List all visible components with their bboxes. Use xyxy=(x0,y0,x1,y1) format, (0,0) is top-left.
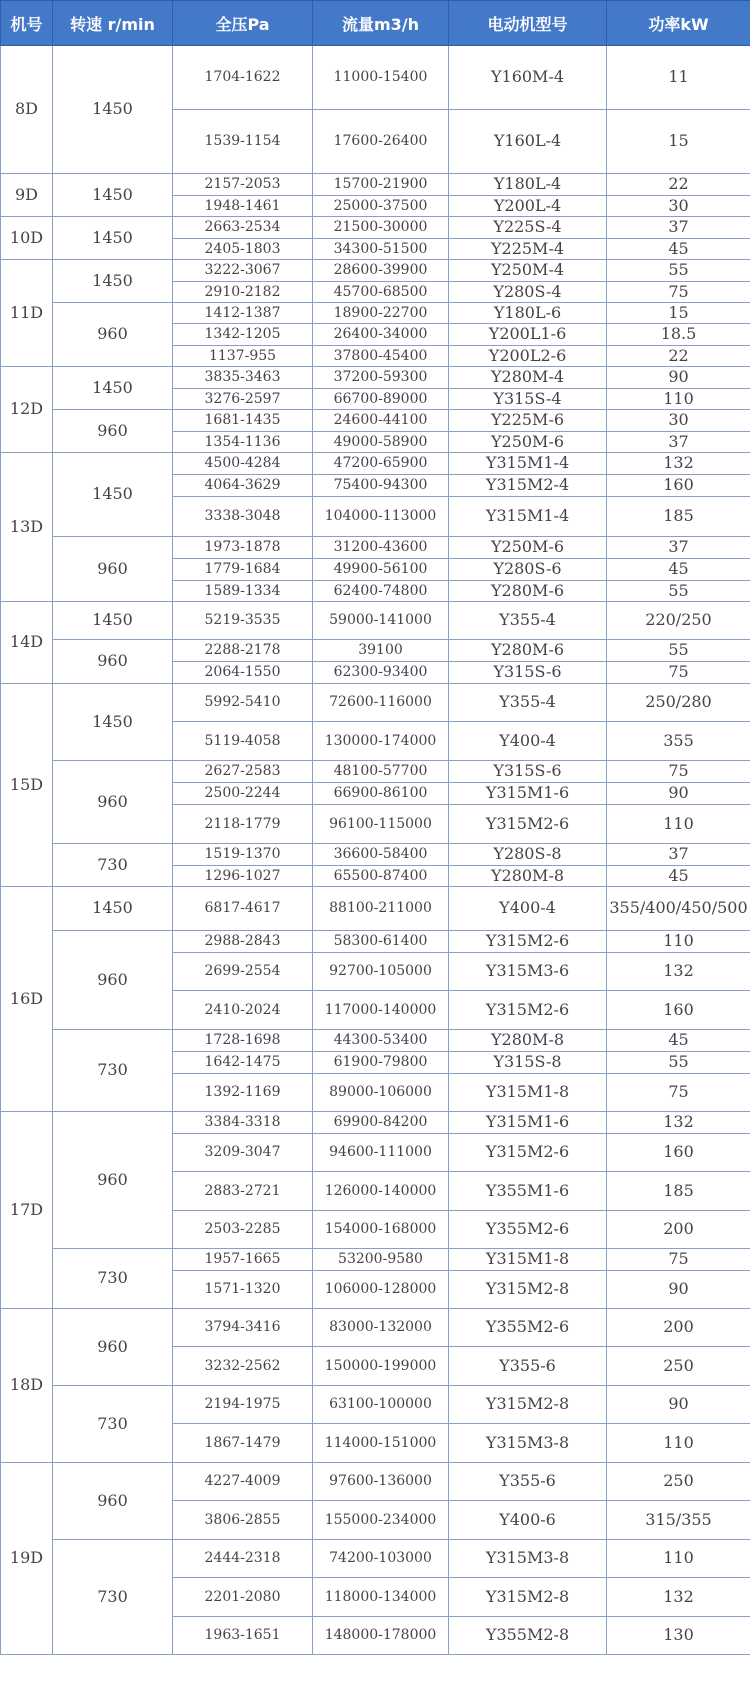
motor-cell: Y200L2-6 xyxy=(449,346,607,367)
power-cell: 15 xyxy=(607,303,750,324)
flow-cell: 104000-113000 xyxy=(313,497,449,537)
power-cell: 55 xyxy=(607,260,750,282)
motor-cell: Y400-4 xyxy=(449,887,607,931)
motor-cell: Y400-6 xyxy=(449,1501,607,1540)
col-header-speed: 转速 r/min xyxy=(53,1,173,46)
flow-cell: 72600-116000 xyxy=(313,684,449,722)
flow-cell: 53200-9580 xyxy=(313,1249,449,1271)
pressure-cell: 2118-1779 xyxy=(173,805,313,844)
motor-cell: Y180L-6 xyxy=(449,303,607,324)
motor-cell: Y225M-6 xyxy=(449,410,607,432)
pressure-cell: 2064-1550 xyxy=(173,662,313,684)
table-row xyxy=(1,761,750,783)
motor-cell: Y315S-4 xyxy=(449,389,607,410)
motor-cell: Y250M-4 xyxy=(449,260,607,282)
flow-cell: 148000-178000 xyxy=(313,1617,449,1655)
table-row xyxy=(1,1386,750,1424)
flow-cell: 150000-199000 xyxy=(313,1347,449,1386)
pressure-cell: 1957-1665 xyxy=(173,1249,313,1271)
pressure-cell: 2405-1803 xyxy=(173,239,313,260)
model-cell: 8D xyxy=(1,46,53,174)
flow-cell: 117000-140000 xyxy=(313,991,449,1030)
pressure-cell: 1412-1387 xyxy=(173,303,313,324)
flow-cell: 49900-56100 xyxy=(313,559,449,581)
pressure-cell: 1963-1651 xyxy=(173,1617,313,1655)
motor-cell: Y315M1-4 xyxy=(449,453,607,475)
power-cell: 200 xyxy=(607,1211,750,1249)
motor-cell: Y280M-4 xyxy=(449,367,607,389)
flow-cell: 49000-58900 xyxy=(313,432,449,453)
motor-cell: Y225S-4 xyxy=(449,217,607,239)
flow-cell: 58300-61400 xyxy=(313,931,449,953)
motor-cell: Y280S-6 xyxy=(449,559,607,581)
flow-cell: 31200-43600 xyxy=(313,537,449,559)
power-cell: 75 xyxy=(607,282,750,303)
motor-cell: Y315M2-6 xyxy=(449,931,607,953)
power-cell: 22 xyxy=(607,174,750,196)
speed-cell: 960 xyxy=(53,931,173,1030)
power-cell: 90 xyxy=(607,1271,750,1309)
pressure-cell: 1642-1475 xyxy=(173,1052,313,1074)
power-cell: 55 xyxy=(607,640,750,662)
flow-cell: 97600-136000 xyxy=(313,1463,449,1501)
table-row xyxy=(1,453,750,475)
speed-cell: 730 xyxy=(53,1386,173,1463)
flow-cell: 106000-128000 xyxy=(313,1271,449,1309)
pressure-cell: 1973-1878 xyxy=(173,537,313,559)
power-cell: 37 xyxy=(607,537,750,559)
motor-cell: Y200L-4 xyxy=(449,196,607,217)
power-cell: 160 xyxy=(607,1134,750,1172)
speed-cell: 1450 xyxy=(53,367,173,410)
speed-cell: 1450 xyxy=(53,46,173,174)
flow-cell: 66700-89000 xyxy=(313,389,449,410)
motor-cell: Y180L-4 xyxy=(449,174,607,196)
motor-cell: Y315S-6 xyxy=(449,662,607,684)
motor-cell: Y280S-4 xyxy=(449,282,607,303)
motor-cell: Y280M-8 xyxy=(449,1030,607,1052)
model-cell: 11D xyxy=(1,260,53,367)
pressure-cell: 1589-1334 xyxy=(173,581,313,602)
speed-cell: 960 xyxy=(53,1112,173,1249)
pressure-cell: 2500-2244 xyxy=(173,783,313,805)
pressure-cell: 1519-1370 xyxy=(173,844,313,866)
power-cell: 355 xyxy=(607,722,750,761)
motor-cell: Y225M-4 xyxy=(449,239,607,260)
flow-cell: 66900-86100 xyxy=(313,783,449,805)
pressure-cell: 3276-2597 xyxy=(173,389,313,410)
pressure-cell: 5992-5410 xyxy=(173,684,313,722)
pressure-cell: 1392-1169 xyxy=(173,1074,313,1112)
flow-cell: 126000-140000 xyxy=(313,1172,449,1211)
power-cell: 11 xyxy=(607,46,750,110)
motor-cell: Y160L-4 xyxy=(449,110,607,174)
motor-cell: Y355M2-6 xyxy=(449,1211,607,1249)
power-cell: 37 xyxy=(607,217,750,239)
model-cell: 14D xyxy=(1,602,53,684)
flow-cell: 154000-168000 xyxy=(313,1211,449,1249)
speed-cell: 960 xyxy=(53,410,173,453)
table-row xyxy=(1,602,750,640)
speed-cell: 960 xyxy=(53,640,173,684)
power-cell: 355/400/450/500 xyxy=(607,887,750,931)
pressure-cell: 2699-2554 xyxy=(173,953,313,991)
power-cell: 15 xyxy=(607,110,750,174)
table-row xyxy=(1,367,750,389)
flow-cell: 59000-141000 xyxy=(313,602,449,640)
table-row xyxy=(1,640,750,662)
motor-cell: Y315M2-8 xyxy=(449,1578,607,1617)
pressure-cell: 2910-2182 xyxy=(173,282,313,303)
flow-cell: 44300-53400 xyxy=(313,1030,449,1052)
motor-cell: Y400-4 xyxy=(449,722,607,761)
table-row xyxy=(1,303,750,324)
flow-cell: 11000-15400 xyxy=(313,46,449,110)
flow-cell: 114000-151000 xyxy=(313,1424,449,1463)
motor-cell: Y315M2-8 xyxy=(449,1386,607,1424)
flow-cell: 155000-234000 xyxy=(313,1501,449,1540)
speed-cell: 730 xyxy=(53,1540,173,1655)
flow-cell: 47200-65900 xyxy=(313,453,449,475)
motor-cell: Y355M2-8 xyxy=(449,1617,607,1655)
power-cell: 37 xyxy=(607,432,750,453)
flow-cell: 74200-103000 xyxy=(313,1540,449,1578)
pressure-cell: 1539-1154 xyxy=(173,110,313,174)
power-cell: 55 xyxy=(607,1052,750,1074)
motor-cell: Y315M2-4 xyxy=(449,475,607,497)
pressure-cell: 2988-2843 xyxy=(173,931,313,953)
power-cell: 90 xyxy=(607,1386,750,1424)
flow-cell: 25000-37500 xyxy=(313,196,449,217)
motor-cell: Y315M3-6 xyxy=(449,953,607,991)
flow-cell: 15700-21900 xyxy=(313,174,449,196)
speed-cell: 1450 xyxy=(53,602,173,640)
motor-cell: Y315M2-6 xyxy=(449,805,607,844)
pressure-cell: 1681-1435 xyxy=(173,410,313,432)
power-cell: 22 xyxy=(607,346,750,367)
flow-cell: 69900-84200 xyxy=(313,1112,449,1134)
flow-cell: 65500-87400 xyxy=(313,866,449,887)
table-body xyxy=(1,46,750,1655)
pressure-cell: 2194-1975 xyxy=(173,1386,313,1424)
pressure-cell: 5219-3535 xyxy=(173,602,313,640)
pressure-cell: 1728-1698 xyxy=(173,1030,313,1052)
pressure-cell: 2444-2318 xyxy=(173,1540,313,1578)
power-cell: 75 xyxy=(607,761,750,783)
pressure-cell: 4064-3629 xyxy=(173,475,313,497)
power-cell: 110 xyxy=(607,805,750,844)
pressure-cell: 2288-2178 xyxy=(173,640,313,662)
flow-cell: 36600-58400 xyxy=(313,844,449,866)
power-cell: 160 xyxy=(607,475,750,497)
speed-cell: 960 xyxy=(53,1463,173,1540)
motor-cell: Y315M1-8 xyxy=(449,1249,607,1271)
model-cell: 12D xyxy=(1,367,53,453)
power-cell: 90 xyxy=(607,783,750,805)
motor-cell: Y315M1-8 xyxy=(449,1074,607,1112)
flow-cell: 62300-93400 xyxy=(313,662,449,684)
speed-cell: 1450 xyxy=(53,260,173,303)
pressure-cell: 2627-2583 xyxy=(173,761,313,783)
pressure-cell: 3794-3416 xyxy=(173,1309,313,1347)
pressure-cell: 3209-3047 xyxy=(173,1134,313,1172)
motor-cell: Y250M-6 xyxy=(449,537,607,559)
col-header-power: 功率kW xyxy=(607,1,750,46)
power-cell: 132 xyxy=(607,1112,750,1134)
power-cell: 30 xyxy=(607,196,750,217)
flow-cell: 17600-26400 xyxy=(313,110,449,174)
power-cell: 18.5 xyxy=(607,324,750,346)
power-cell: 75 xyxy=(607,662,750,684)
pressure-cell: 2410-2024 xyxy=(173,991,313,1030)
speed-cell: 730 xyxy=(53,1249,173,1309)
speed-cell: 1450 xyxy=(53,887,173,931)
motor-cell: Y250M-6 xyxy=(449,432,607,453)
table-row xyxy=(1,1309,750,1347)
power-cell: 132 xyxy=(607,1578,750,1617)
pressure-cell: 2201-2080 xyxy=(173,1578,313,1617)
power-cell: 315/355 xyxy=(607,1501,750,1540)
motor-cell: Y160M-4 xyxy=(449,46,607,110)
flow-cell: 26400-34000 xyxy=(313,324,449,346)
pressure-cell: 2663-2534 xyxy=(173,217,313,239)
speed-cell: 960 xyxy=(53,761,173,844)
motor-cell: Y315S-6 xyxy=(449,761,607,783)
flow-cell: 62400-74800 xyxy=(313,581,449,602)
flow-cell: 28600-39900 xyxy=(313,260,449,282)
table-row xyxy=(1,684,750,722)
pressure-cell: 1948-1461 xyxy=(173,196,313,217)
motor-cell: Y355-6 xyxy=(449,1347,607,1386)
speed-cell: 1450 xyxy=(53,217,173,260)
model-cell: 17D xyxy=(1,1112,53,1309)
motor-cell: Y315M3-8 xyxy=(449,1424,607,1463)
model-cell: 13D xyxy=(1,453,53,602)
motor-cell: Y280S-8 xyxy=(449,844,607,866)
pressure-cell: 5119-4058 xyxy=(173,722,313,761)
pressure-cell: 1342-1205 xyxy=(173,324,313,346)
pressure-cell: 3835-3463 xyxy=(173,367,313,389)
model-cell: 10D xyxy=(1,217,53,260)
speed-cell: 1450 xyxy=(53,453,173,537)
motor-cell: Y280M-8 xyxy=(449,866,607,887)
motor-cell: Y315M1-4 xyxy=(449,497,607,537)
table-row xyxy=(1,1112,750,1134)
power-cell: 45 xyxy=(607,559,750,581)
power-cell: 30 xyxy=(607,410,750,432)
flow-cell: 45700-68500 xyxy=(313,282,449,303)
table-row xyxy=(1,931,750,953)
flow-cell: 92700-105000 xyxy=(313,953,449,991)
table-row xyxy=(1,410,750,432)
table-row xyxy=(1,1540,750,1578)
power-cell: 132 xyxy=(607,953,750,991)
motor-cell: Y315M1-6 xyxy=(449,1112,607,1134)
flow-cell: 88100-211000 xyxy=(313,887,449,931)
power-cell: 90 xyxy=(607,367,750,389)
table-row xyxy=(1,260,750,282)
table-row xyxy=(1,887,750,931)
power-cell: 220/250 xyxy=(607,602,750,640)
flow-cell: 61900-79800 xyxy=(313,1052,449,1074)
flow-cell: 39100 xyxy=(313,640,449,662)
speed-cell: 730 xyxy=(53,844,173,887)
flow-cell: 21500-30000 xyxy=(313,217,449,239)
power-cell: 250 xyxy=(607,1463,750,1501)
pressure-cell: 3232-2562 xyxy=(173,1347,313,1386)
pressure-cell: 3806-2855 xyxy=(173,1501,313,1540)
power-cell: 45 xyxy=(607,866,750,887)
model-cell: 18D xyxy=(1,1309,53,1463)
power-cell: 75 xyxy=(607,1074,750,1112)
col-header-model: 机号 xyxy=(1,1,53,46)
pressure-cell: 1704-1622 xyxy=(173,46,313,110)
table-row xyxy=(1,46,750,110)
pressure-cell: 1867-1479 xyxy=(173,1424,313,1463)
col-header-flow: 流量m3/h xyxy=(313,1,449,46)
table-row xyxy=(1,537,750,559)
motor-cell: Y315S-8 xyxy=(449,1052,607,1074)
flow-cell: 24600-44100 xyxy=(313,410,449,432)
power-cell: 110 xyxy=(607,931,750,953)
flow-cell: 63100-100000 xyxy=(313,1386,449,1424)
power-cell: 45 xyxy=(607,239,750,260)
pressure-cell: 3338-3048 xyxy=(173,497,313,537)
flow-cell: 118000-134000 xyxy=(313,1578,449,1617)
table-row xyxy=(1,844,750,866)
pressure-cell: 3222-3067 xyxy=(173,260,313,282)
motor-cell: Y355M2-6 xyxy=(449,1309,607,1347)
pressure-cell: 4500-4284 xyxy=(173,453,313,475)
table-row xyxy=(1,1249,750,1271)
power-cell: 185 xyxy=(607,1172,750,1211)
flow-cell: 94600-111000 xyxy=(313,1134,449,1172)
power-cell: 110 xyxy=(607,389,750,410)
motor-cell: Y355-4 xyxy=(449,684,607,722)
flow-cell: 37200-59300 xyxy=(313,367,449,389)
flow-cell: 83000-132000 xyxy=(313,1309,449,1347)
speed-cell: 1450 xyxy=(53,684,173,761)
pressure-cell: 2157-2053 xyxy=(173,174,313,196)
col-header-motor: 电动机型号 xyxy=(449,1,607,46)
model-cell: 15D xyxy=(1,684,53,887)
power-cell: 250/280 xyxy=(607,684,750,722)
pressure-cell: 2883-2721 xyxy=(173,1172,313,1211)
power-cell: 250 xyxy=(607,1347,750,1386)
power-cell: 200 xyxy=(607,1309,750,1347)
motor-cell: Y355-6 xyxy=(449,1463,607,1501)
power-cell: 110 xyxy=(607,1540,750,1578)
model-cell: 16D xyxy=(1,887,53,1112)
model-cell: 19D xyxy=(1,1463,53,1655)
flow-cell: 48100-57700 xyxy=(313,761,449,783)
pressure-cell: 1296-1027 xyxy=(173,866,313,887)
pressure-cell: 1137-955 xyxy=(173,346,313,367)
motor-cell: Y280M-6 xyxy=(449,640,607,662)
motor-cell: Y280M-6 xyxy=(449,581,607,602)
speed-cell: 1450 xyxy=(53,174,173,217)
power-cell: 160 xyxy=(607,991,750,1030)
col-header-pressure: 全压Pa xyxy=(173,1,313,46)
pressure-cell: 1354-1136 xyxy=(173,432,313,453)
motor-cell: Y200L1-6 xyxy=(449,324,607,346)
speed-cell: 960 xyxy=(53,303,173,367)
motor-cell: Y355M1-6 xyxy=(449,1172,607,1211)
flow-cell: 18900-22700 xyxy=(313,303,449,324)
motor-cell: Y315M2-6 xyxy=(449,991,607,1030)
motor-cell: Y315M2-8 xyxy=(449,1271,607,1309)
table-header xyxy=(1,1,750,46)
motor-cell: Y315M1-6 xyxy=(449,783,607,805)
pressure-cell: 6817-4617 xyxy=(173,887,313,931)
motor-cell: Y355-4 xyxy=(449,602,607,640)
power-cell: 110 xyxy=(607,1424,750,1463)
motor-cell: Y315M2-6 xyxy=(449,1134,607,1172)
pressure-cell: 1571-1320 xyxy=(173,1271,313,1309)
pressure-cell: 2503-2285 xyxy=(173,1211,313,1249)
flow-cell: 75400-94300 xyxy=(313,475,449,497)
motor-cell: Y315M3-8 xyxy=(449,1540,607,1578)
table-row xyxy=(1,1030,750,1052)
power-cell: 45 xyxy=(607,1030,750,1052)
flow-cell: 37800-45400 xyxy=(313,346,449,367)
flow-cell: 89000-106000 xyxy=(313,1074,449,1112)
power-cell: 132 xyxy=(607,453,750,475)
table-row xyxy=(1,174,750,196)
power-cell: 55 xyxy=(607,581,750,602)
speed-cell: 960 xyxy=(53,537,173,602)
flow-cell: 130000-174000 xyxy=(313,722,449,761)
power-cell: 37 xyxy=(607,844,750,866)
power-cell: 75 xyxy=(607,1249,750,1271)
power-cell: 185 xyxy=(607,497,750,537)
speed-cell: 730 xyxy=(53,1030,173,1112)
pressure-cell: 3384-3318 xyxy=(173,1112,313,1134)
pressure-cell: 1779-1684 xyxy=(173,559,313,581)
flow-cell: 96100-115000 xyxy=(313,805,449,844)
header-row xyxy=(1,1,750,46)
pressure-cell: 4227-4009 xyxy=(173,1463,313,1501)
table-row xyxy=(1,1463,750,1501)
model-cell: 9D xyxy=(1,174,53,217)
table-row xyxy=(1,217,750,239)
flow-cell: 34300-51500 xyxy=(313,239,449,260)
power-cell: 130 xyxy=(607,1617,750,1655)
speed-cell: 960 xyxy=(53,1309,173,1386)
